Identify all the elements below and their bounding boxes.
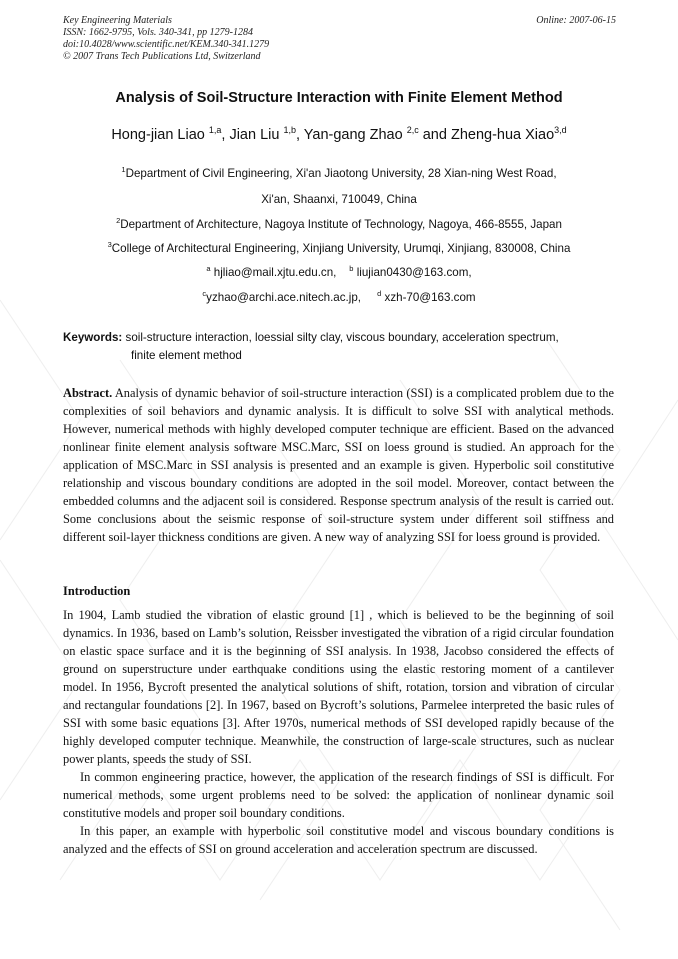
email-address[interactable]: hjliao@mail.xjtu.edu.cn, — [213, 266, 337, 279]
affiliation-marker: 1 — [121, 165, 126, 174]
section-heading: Introduction — [63, 584, 131, 598]
affiliation-marker: 2 — [116, 216, 121, 225]
author-list — [0, 127, 678, 143]
online-date: Online: 2007-06-15 — [536, 15, 616, 26]
affiliation-2 — [0, 218, 678, 231]
email-line-2 — [0, 291, 678, 304]
copyright-line: © 2007 Trans Tech Publications Ltd, Switzerland — [63, 51, 261, 62]
email-marker: d — [377, 289, 382, 298]
doi-line: doi:10.4028/www.scientific.net/KEM.340-341.1279 — [63, 39, 270, 50]
author-name: Yan-gang Zhao — [303, 127, 407, 143]
email-marker: c — [202, 289, 207, 298]
paragraph: In 1904, Lamb studied the vibration of elastic ground [1] , which is believed to be the beginning of soil dynamics. In 1936, based on Lamb’s solution, Reissber investigated the vibration of a rigid circular foundation on elastic space surface and it is the beginning of SSI analysis. In 1938, Jacobso considered the effects of ground on superstructure under earthquake conditions using the elastic restoring moment of a cantilever model. In 1956, Bycroft presented the analytical solutions of shift, rotation, torsion and vibration of circular and rectangular foundations [2]. In 1967, based on Bycroft’s solutions, Parmelee interpreted the basic rules of SSI with some basic equations [3]. After 1970s, numerical methods of SSI developed rapidly because of the highly developed computer technique. Meanwhile, the construction of large-scale structures, such as nuclear power plants, speeds the study of SSI. — [63, 608, 614, 766]
introduction-body — [63, 606, 614, 858]
keywords-text: finite element method — [131, 349, 242, 362]
paragraph: In this paper, an example with hyperbolic soil constitutive model and viscous boundary conditions is analyzed and the effects of SSI on ground acceleration and acceleration spectrum are discussed. — [63, 824, 614, 856]
author-marker: 1,a — [208, 125, 222, 135]
author-marker: 1,b — [283, 125, 296, 135]
keywords-label: Keywords: — [63, 331, 123, 344]
journal-name: Key Engineering Materials — [63, 15, 172, 26]
author-separator: , — [221, 127, 230, 143]
affiliation-3 — [0, 242, 678, 255]
keywords-block — [63, 329, 623, 365]
issn-line: ISSN: 1662-9795, Vols. 340-341, pp 1279-1284 — [63, 27, 253, 38]
author-marker: 3,d — [554, 125, 567, 135]
email-marker: a — [206, 264, 211, 273]
email-address[interactable]: liujian0430@163.com, — [356, 266, 472, 279]
publication-info — [63, 15, 269, 63]
affiliation-text: Department of Architecture, Nagoya Institute of Technology, Nagoya, 466-8555, Japan — [120, 218, 562, 231]
keywords-text: soil-structure interaction, loessial silty clay, viscous boundary, acceleration spectrum, — [125, 331, 559, 344]
abstract-label: Abstract. — [63, 386, 113, 400]
author-separator: , — [295, 127, 304, 143]
email-marker: b — [349, 264, 354, 273]
email-address[interactable]: xzh-70@163.com — [384, 291, 476, 304]
affiliation-1-line-2: Xi'an, Shaanxi, 710049, China — [261, 193, 417, 206]
author-marker: 2,c — [406, 125, 419, 135]
affiliation-text: Department of Civil Engineering, Xi'an Jiaotong University, 28 Xian-ning West Road, — [125, 167, 557, 180]
author-separator: and — [418, 127, 451, 143]
affiliation-text: College of Architectural Engineering, Xinjiang University, Urumqi, Xinjiang, 830008, China — [111, 242, 571, 255]
abstract-text: Analysis of dynamic behavior of soil-structure interaction (SSI) is a complicated problem due to the complexities of soil behaviors and dynamic analysis. It is difficult to solve SSI with analytical methods. However, numerical methods with highly developed computer technique are efficient. Based on the advanced nonlinear finite element analysis software MSC.Marc, SSI on loess ground is studied. An approach for the application of MSC.Marc in SSI analysis is presented and an example is given. Hyperbolic soil constitutive relationship and viscous boundary conditions are adopted in the soil model. Moreover, contact between the embedded columns and the adjacent soil is considered. Response spectrum analysis of the result is carried out. Some conclusions about the seismic response of soil-structure system under different soil stiffness and different soil-layer thickness conditions are given. A new way of analyzing SSI for loess ground is provided. — [63, 386, 614, 544]
paragraph: In common engineering practice, however, the application of the research findings of SSI is difficult. For numerical methods, some urgent problems need to be solved: the application of nonlinear dynamic soil constitutive models and proper soil boundary conditions. — [63, 770, 614, 820]
abstract-block — [63, 384, 614, 546]
author-name: Hong-jian Liao — [111, 127, 209, 143]
paper-title: Analysis of Soil-Structure Interaction with Finite Element Method — [115, 90, 563, 106]
email-line-1 — [0, 266, 678, 279]
affiliation-1-line-1 — [0, 167, 678, 180]
email-address[interactable]: yzhao@archi.ace.nitech.ac.jp, — [206, 291, 362, 304]
author-name: Zheng-hua Xiao — [450, 127, 555, 143]
author-name: Jian Liu — [229, 127, 284, 143]
affiliation-marker: 3 — [107, 240, 112, 249]
